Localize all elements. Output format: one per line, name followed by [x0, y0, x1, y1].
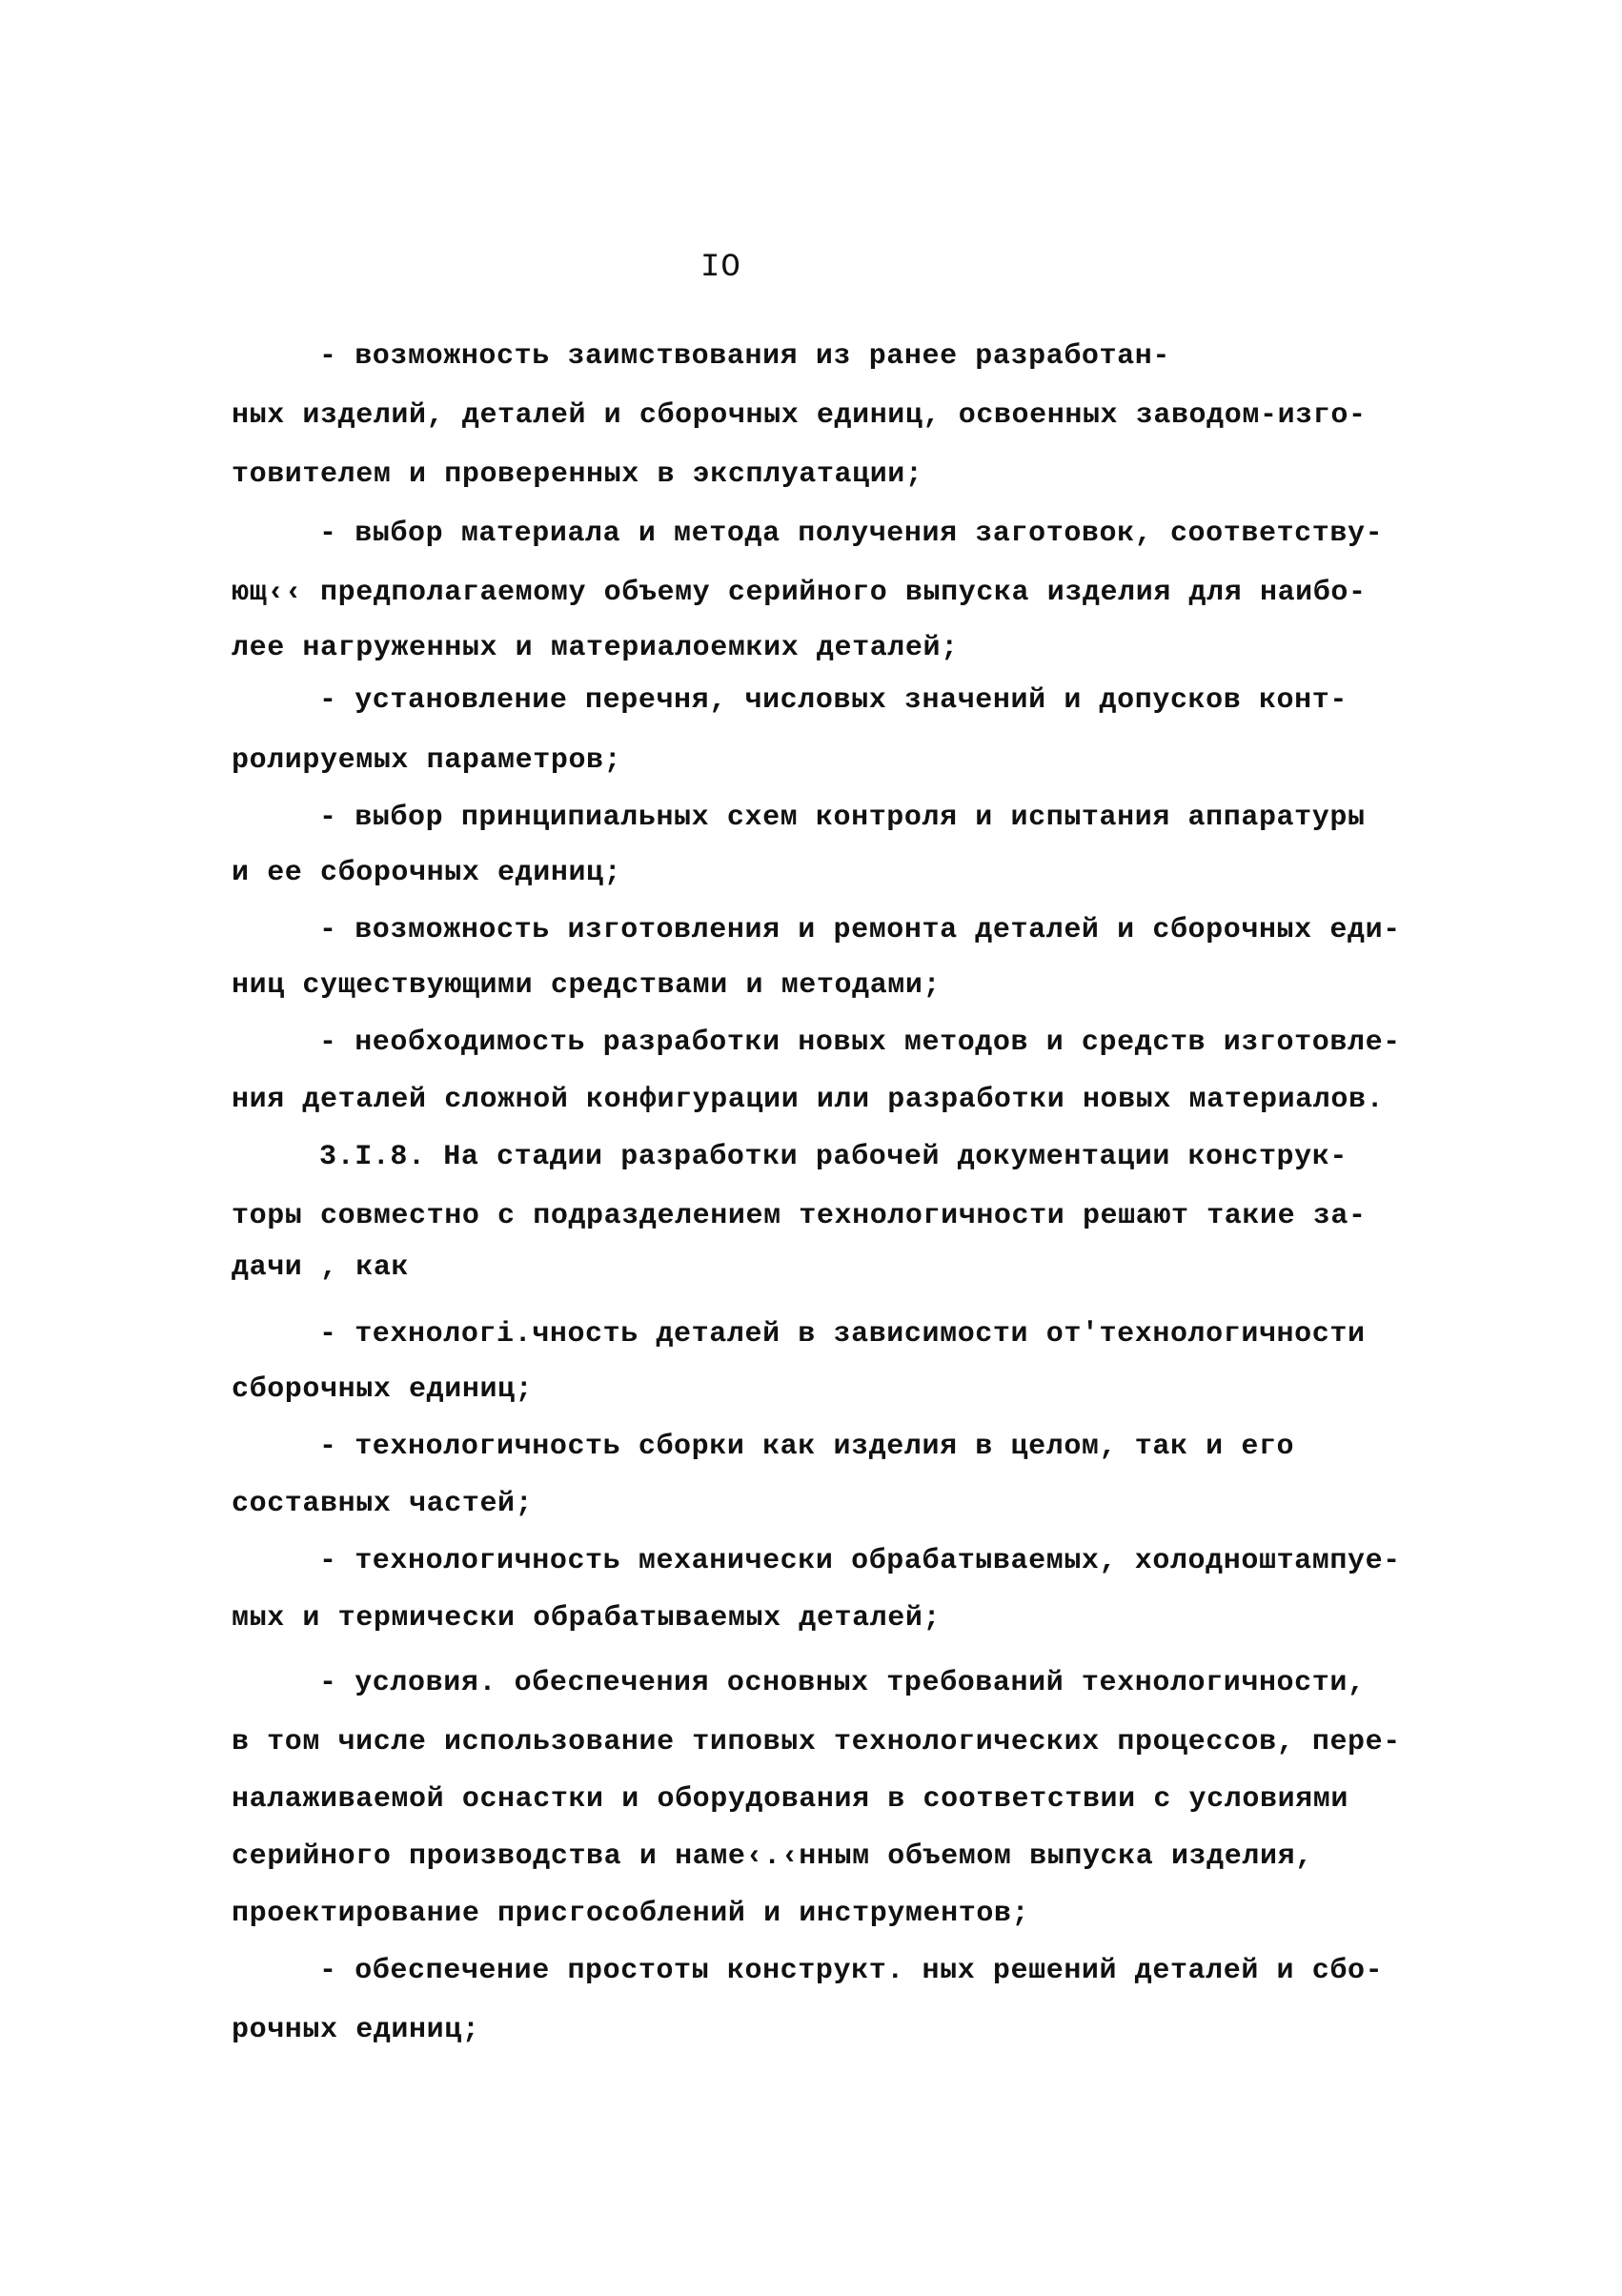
text-line: рочных единиц; [232, 2014, 480, 2046]
text-line: - технологi.чность деталей в зависимости от'технологичности [319, 1318, 1366, 1351]
text-line: ниц существующими средствами и методами; [232, 969, 942, 1002]
text-line: серийного производства и наме‹.‹нным объемом выпуска изделия, [232, 1840, 1313, 1873]
text-line: ролируемых параметров; [232, 744, 622, 777]
text-line: 3.I.8. На стадии разработки рабочей документации конструк- [319, 1141, 1348, 1173]
text-line: лее нагруженных и материалоемких деталей; [232, 632, 959, 664]
text-line: - технологичность сборки как изделия в целом, так и его [319, 1431, 1295, 1463]
text-line: ния деталей сложной конфигурации или разработки новых материалов. [232, 1084, 1385, 1116]
text-line: - обеспечение простоты конструкт. ных решений деталей и сбо- [319, 1955, 1384, 1987]
text-line: - установление перечня, числовых значений и допусков конт- [319, 684, 1348, 717]
text-line: налаживаемой оснастки и оборудования в соответствии с условиями [232, 1783, 1348, 1816]
text-line: товителем и проверенных в эксплуатации; [232, 458, 923, 491]
text-line: торы совместно с подразделением технологичности решают такие за- [232, 1200, 1367, 1232]
text-line: - технологичность механически обрабатываемых, холодноштампуе- [319, 1545, 1401, 1577]
text-line: сборочных единиц; [232, 1373, 534, 1406]
text-line: ных изделий, деталей и сборочных единиц, освоенных заводом-изго- [232, 399, 1367, 432]
text-line: - выбор материала и метода получения заготовок, соответству- [319, 518, 1384, 550]
text-line: в том числе использование типовых технологических процессов, пере- [232, 1726, 1401, 1758]
text-line: - возможность заимствования из ранее разработан- [319, 340, 1170, 373]
text-line: составных частей; [232, 1488, 534, 1520]
text-line: - условия. обеспечения основных требований технологичности, [319, 1667, 1366, 1699]
text-line: и ее сборочных единиц; [232, 857, 622, 889]
text-line: - возможность изготовления и ремонта деталей и сборочных еди- [319, 914, 1401, 946]
text-line: дачи , как [232, 1251, 410, 1284]
text-line: ющ‹‹ предполагаемому объему серийного выпуска изделия для наибо- [232, 577, 1367, 609]
page-number: IO [700, 250, 741, 286]
text-line: - необходимость разработки новых методов и средств изготовле- [319, 1026, 1401, 1059]
text-line: проектирование присгособлений и инструментов; [232, 1898, 1030, 1930]
text-line: - выбор принципиальных схем контроля и испытания аппаратуры [319, 802, 1366, 834]
text-line: мых и термически обрабатываемых деталей; [232, 1602, 942, 1635]
